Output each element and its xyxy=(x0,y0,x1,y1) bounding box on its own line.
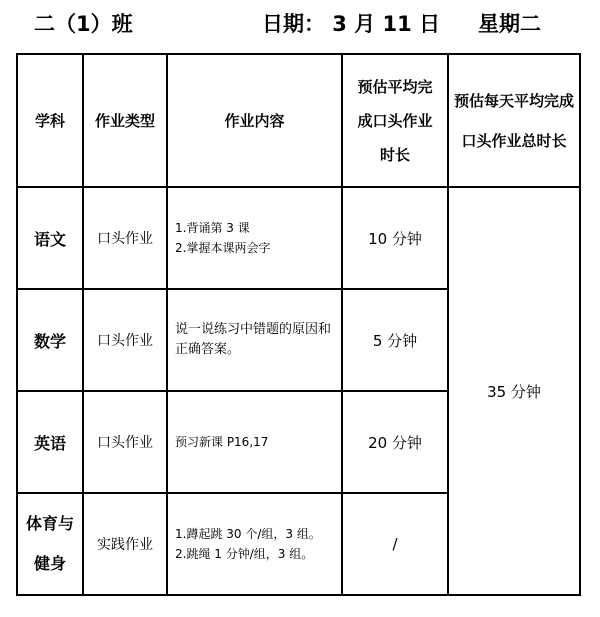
duration-cell: 20 分钟 xyxy=(342,391,448,493)
content-cell xyxy=(167,391,342,493)
content-cell xyxy=(167,187,342,289)
type-cell: 口头作业 xyxy=(83,391,167,493)
header-total-duration xyxy=(448,54,580,187)
subject-cell xyxy=(17,493,83,595)
subject-cell: 数学 xyxy=(17,289,83,391)
subject-line: 体育与 xyxy=(25,514,74,533)
duration-cell: 10 分钟 xyxy=(342,187,448,289)
class-name: 二（1）班 xyxy=(34,12,133,36)
type-cell: 实践作业 xyxy=(83,493,167,595)
table-row xyxy=(17,187,580,289)
duration-cell: / xyxy=(342,493,448,595)
header-avg-line: 时长 xyxy=(379,145,410,164)
header-subject: 学科 xyxy=(17,54,83,187)
page-header xyxy=(0,0,600,46)
date-label: 日期： 3 月 11 日 xyxy=(262,12,441,36)
subject-cell: 语文 xyxy=(17,187,83,289)
content-line: 说一说练习中错题的原因和正确答案。 xyxy=(175,322,332,357)
content-line: 2.跳绳 1 分钟/组，3 组。 xyxy=(175,547,314,561)
subject-line: 健身 xyxy=(33,554,66,573)
header-content: 作业内容 xyxy=(167,54,342,187)
header-avg-duration xyxy=(342,54,448,187)
type-cell: 口头作业 xyxy=(83,289,167,391)
table-header-row xyxy=(17,54,580,187)
homework-table xyxy=(16,53,581,596)
total-duration-cell: 35 分钟 xyxy=(448,187,580,595)
duration-cell: 5 分钟 xyxy=(342,289,448,391)
type-cell: 口头作业 xyxy=(83,187,167,289)
content-line: 预习新课 P16,17 xyxy=(175,435,269,449)
header-avg-line: 预估平均完 xyxy=(357,77,433,96)
weekday-label: 星期二 xyxy=(478,12,541,36)
content-cell xyxy=(167,493,342,595)
header-type: 作业类型 xyxy=(83,54,167,187)
content-line: 2.掌握本课两会字 xyxy=(175,241,271,255)
content-line: 1.背诵第 3 课 xyxy=(175,221,250,235)
content-line: 1.蹲起跳 30 个/组，3 组。 xyxy=(175,527,321,541)
header-avg-line: 成口头作业 xyxy=(357,111,433,130)
subject-cell: 英语 xyxy=(17,391,83,493)
header-total-line: 预估每天平均完成 xyxy=(453,91,574,110)
header-total-line: 口头作业总时长 xyxy=(461,131,567,150)
content-cell xyxy=(167,289,342,391)
